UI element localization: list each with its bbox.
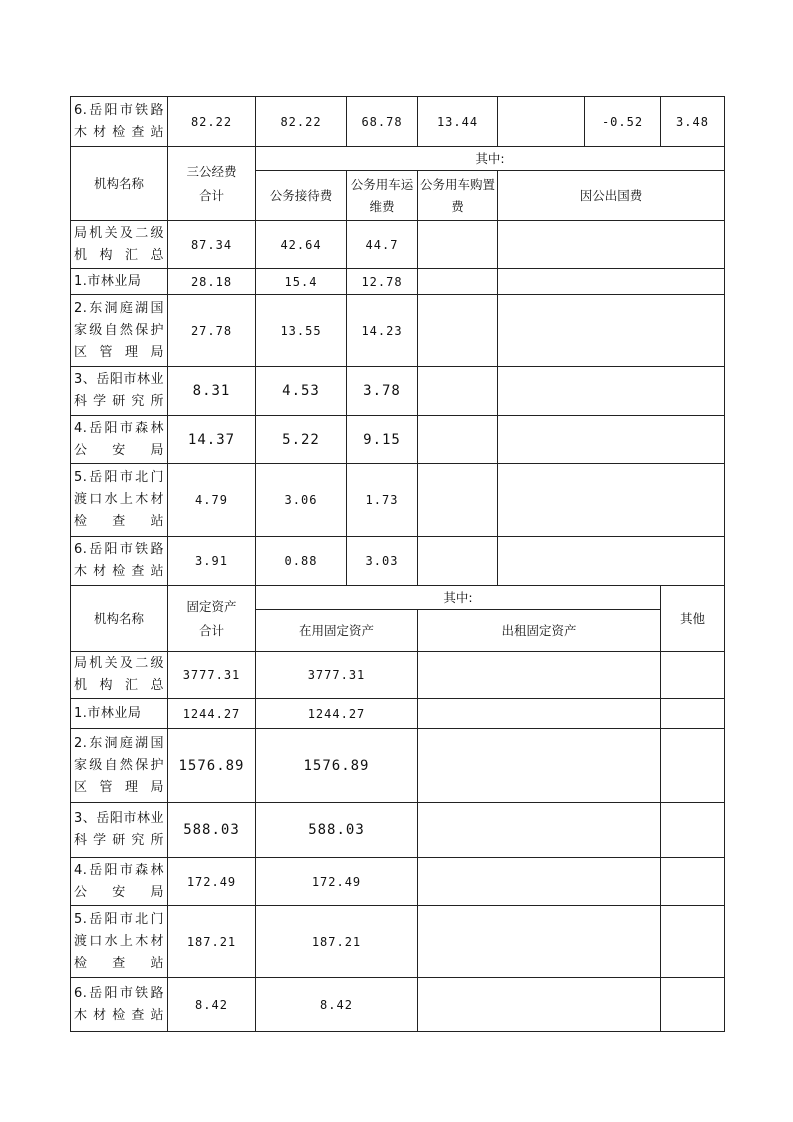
value-cell: 5.22 [256,416,347,464]
value-cell [661,803,725,858]
header-sangong-total: 三公经费合计 [168,147,256,221]
table-row [71,699,725,729]
value-cell [498,269,725,295]
value-cell: 14.37 [168,416,256,464]
value-cell: 4.79 [168,464,256,537]
header-group-label: 其中: [256,586,661,610]
org-name-cell: 2.东洞庭湖国家级自然保护区管理局 [71,295,168,367]
value-cell [661,906,725,978]
value-cell [661,978,725,1032]
table-row [71,906,725,978]
value-cell: 1.73 [347,464,418,537]
value-cell [418,803,661,858]
value-cell [498,537,725,586]
value-cell: 68.78 [347,97,418,147]
value-cell: 3.91 [168,537,256,586]
org-name-cell: 2.东洞庭湖国家级自然保护区管理局 [71,729,168,803]
header-leased-assets: 出租固定资产 [418,610,661,652]
carryover-row [71,97,725,147]
table-row [71,978,725,1032]
org-name-cell: 1.市林业局 [71,699,168,729]
table-row [71,803,725,858]
value-cell: 3.06 [256,464,347,537]
value-cell [498,295,725,367]
org-name-cell: 4.岳阳市森林公安局 [71,858,168,906]
value-cell: 87.34 [168,221,256,269]
table-row [71,269,725,295]
header-overseas-fee: 因公出国费 [498,171,725,221]
value-cell: 3.03 [347,537,418,586]
value-cell [418,416,498,464]
value-cell: 8.42 [168,978,256,1032]
table-row [71,367,725,416]
org-name-cell: 5.岳阳市北门渡口水上木材检查站 [71,906,168,978]
value-cell: 3.48 [661,97,725,147]
table-row [71,652,725,699]
org-name-cell: 3、岳阳市林业科学研究所 [71,367,168,416]
value-cell: 9.15 [347,416,418,464]
org-name-cell: 5.岳阳市北门渡口水上木材检查站 [71,464,168,537]
header-assets-total: 固定资产合计 [168,586,256,652]
header-reception-fee: 公务接待费 [256,171,347,221]
value-cell [661,729,725,803]
value-cell: 28.18 [168,269,256,295]
value-cell [418,221,498,269]
table-row [71,729,725,803]
header-org-name: 机构名称 [71,586,168,652]
table-row [71,537,725,586]
org-name-cell: 6.岳阳市铁路木材检查站 [71,97,168,147]
value-cell: 8.31 [168,367,256,416]
org-name-cell: 局机关及二级机构汇总 [71,652,168,699]
sangong-header-row [71,147,725,171]
table-row [71,858,725,906]
value-cell: 0.88 [256,537,347,586]
value-cell: 4.53 [256,367,347,416]
fixed-assets-table [70,585,725,1032]
value-cell: 3.78 [347,367,418,416]
org-name-cell: 6.岳阳市铁路木材检查站 [71,978,168,1032]
value-cell [418,906,661,978]
value-cell: 1244.27 [168,699,256,729]
value-cell: 15.4 [256,269,347,295]
value-cell [661,652,725,699]
value-cell: 1576.89 [168,729,256,803]
value-cell: -0.52 [585,97,661,147]
org-name-cell: 3、岳阳市林业科学研究所 [71,803,168,858]
value-cell [418,652,661,699]
value-cell: 3777.31 [168,652,256,699]
value-cell [418,699,661,729]
header-vehicle-operation-fee: 公务用车运维费 [347,171,418,221]
value-cell: 588.03 [168,803,256,858]
assets-header-row [71,586,725,610]
value-cell [418,269,498,295]
value-cell: 1244.27 [256,699,418,729]
value-cell: 588.03 [256,803,418,858]
sangong-table [70,146,725,586]
value-cell: 187.21 [168,906,256,978]
value-cell [498,367,725,416]
value-cell: 42.64 [256,221,347,269]
table-row [71,221,725,269]
org-name-cell: 1.市林业局 [71,269,168,295]
value-cell: 13.55 [256,295,347,367]
value-cell: 44.7 [347,221,418,269]
value-cell [418,858,661,906]
org-name-cell: 4.岳阳市森林公安局 [71,416,168,464]
org-name-cell: 局机关及二级机构汇总 [71,221,168,269]
value-cell: 14.23 [347,295,418,367]
value-cell: 82.22 [256,97,347,147]
org-name-cell: 6.岳阳市铁路木材检查站 [71,537,168,586]
value-cell: 172.49 [168,858,256,906]
value-cell: 3777.31 [256,652,418,699]
value-cell [661,699,725,729]
value-cell [418,537,498,586]
value-cell [418,367,498,416]
value-cell: 27.78 [168,295,256,367]
value-cell [418,295,498,367]
value-cell: 82.22 [168,97,256,147]
value-cell: 12.78 [347,269,418,295]
value-cell [661,858,725,906]
value-cell [418,464,498,537]
value-cell: 187.21 [256,906,418,978]
value-cell [498,221,725,269]
header-other: 其他 [661,586,725,652]
value-cell [418,729,661,803]
table-row [71,416,725,464]
header-in-use-assets: 在用固定资产 [256,610,418,652]
value-cell: 8.42 [256,978,418,1032]
value-cell: 13.44 [418,97,498,147]
value-cell: 1576.89 [256,729,418,803]
value-cell [498,97,585,147]
table-row [71,295,725,367]
carryover-table [70,96,725,147]
header-group-label: 其中: [256,147,725,171]
header-vehicle-purchase-fee: 公务用车购置费 [418,171,498,221]
value-cell: 172.49 [256,858,418,906]
value-cell [498,416,725,464]
value-cell [418,978,661,1032]
value-cell [498,464,725,537]
header-org-name: 机构名称 [71,147,168,221]
table-row [71,464,725,537]
